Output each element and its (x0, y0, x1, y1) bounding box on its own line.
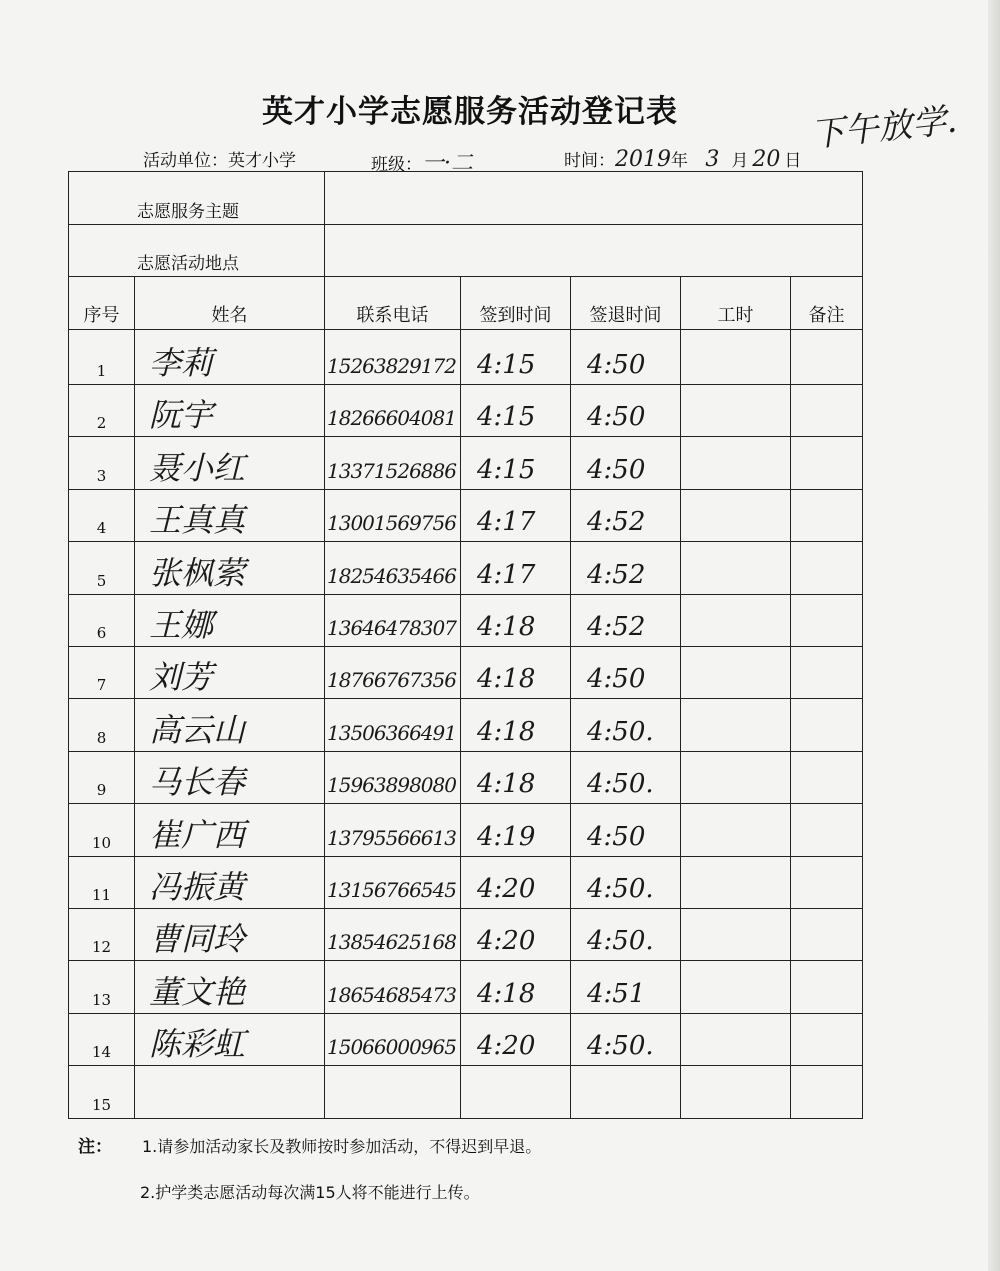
row-checkout-time: 4:50. (571, 1014, 681, 1066)
row-hours (681, 1014, 791, 1066)
row-checkin-time: 4:18 (461, 961, 571, 1014)
col-header-name: 姓名 (135, 277, 325, 330)
row-checkin-time: 4:19 (461, 804, 571, 857)
row-remark (791, 437, 863, 490)
class-label: 班级： (371, 155, 422, 175)
unit-label: 活动单位： (143, 151, 228, 171)
row-name (135, 1066, 325, 1119)
row-remark (791, 699, 863, 752)
row-remark (791, 385, 863, 437)
row-hours (681, 752, 791, 804)
table-row (69, 961, 863, 1014)
month-value: 3 (705, 147, 720, 172)
row-remark (791, 1066, 863, 1119)
row-checkout-time: 4:52 (571, 595, 681, 647)
row-number: 9 (69, 752, 135, 804)
row-phone: 15963898080 (325, 752, 461, 804)
row-checkin-time: 4:17 (461, 542, 571, 595)
row-phone: 15263829172 (325, 330, 461, 385)
date-field (564, 146, 801, 172)
row-number: 10 (69, 804, 135, 857)
row-hours (681, 804, 791, 857)
row-checkout-time: 4:50. (571, 857, 681, 909)
row-checkout-time: 4:50 (571, 804, 681, 857)
row-remark (791, 595, 863, 647)
row-remark (791, 909, 863, 961)
row-remark (791, 752, 863, 804)
row-checkin-time: 4:15 (461, 330, 571, 385)
location-label: 志愿活动地点 (69, 225, 325, 277)
row-number: 3 (69, 437, 135, 490)
row-number: 1 (69, 330, 135, 385)
row-checkout-time: 4:50 (571, 330, 681, 385)
row-hours (681, 330, 791, 385)
header-row (69, 277, 863, 330)
col-header-no: 序号 (69, 277, 135, 330)
unit-value: 英才小学 (228, 151, 296, 171)
row-checkout-time: 4:50. (571, 699, 681, 752)
row-hours (681, 857, 791, 909)
row-checkin-time: 4:18 (461, 699, 571, 752)
row-hours (681, 437, 791, 490)
handwritten-corner-note: 下午放学. (808, 100, 959, 156)
table-row (69, 1014, 863, 1066)
row-number: 6 (69, 595, 135, 647)
row-checkout-time: 4:52 (571, 542, 681, 595)
row-checkout-time: 4:50. (571, 752, 681, 804)
row-checkout-time: 4:51 (571, 961, 681, 1014)
row-checkin-time: 4:18 (461, 647, 571, 699)
row-name: 张枫萦 (135, 542, 325, 595)
row-phone: 13795566613 (325, 804, 461, 857)
row-checkout-time: 4:52 (571, 490, 681, 542)
row-remark (791, 961, 863, 1014)
table-row (69, 699, 863, 752)
row-phone: 18254635466 (325, 542, 461, 595)
class-value: 一·二 (422, 151, 473, 176)
row-remark (791, 647, 863, 699)
row-phone: 13371526886 (325, 437, 461, 490)
row-name: 聂小红 (135, 437, 325, 490)
row-checkout-time: 4:50 (571, 385, 681, 437)
row-checkin-time: 4:20 (461, 1014, 571, 1066)
row-checkout-time: 4:50. (571, 909, 681, 961)
row-remark (791, 1014, 863, 1066)
table-row (69, 857, 863, 909)
row-name: 冯振黄 (135, 857, 325, 909)
row-hours (681, 647, 791, 699)
row-phone: 13646478307 (325, 595, 461, 647)
time-label: 时间： (564, 151, 615, 171)
row-checkout-time (571, 1066, 681, 1119)
table-row (69, 1066, 863, 1119)
row-checkin-time: 4:18 (461, 595, 571, 647)
note-2: 2.护学类志愿活动每次满15人将不能进行上传。 (140, 1183, 480, 1202)
table-row (69, 804, 863, 857)
row-number: 4 (69, 490, 135, 542)
form-title: 英才小学志愿服务活动登记表 (262, 94, 678, 130)
row-checkout-time: 4:50 (571, 647, 681, 699)
row-hours (681, 1066, 791, 1119)
row-checkin-time: 4:18 (461, 752, 571, 804)
row-name: 王真真 (135, 490, 325, 542)
row-phone: 18766767356 (325, 647, 461, 699)
row-remark (791, 330, 863, 385)
table-row (69, 752, 863, 804)
row-number: 13 (69, 961, 135, 1014)
col-header-phone: 联系电话 (325, 277, 461, 330)
row-name: 李莉 (135, 330, 325, 385)
year-value: 2019 (615, 147, 671, 172)
row-phone: 15066000965 (325, 1014, 461, 1066)
registration-table (68, 171, 863, 1119)
row-hours (681, 385, 791, 437)
day-value: 20 (752, 147, 781, 172)
theme-value (325, 172, 863, 225)
table-row (69, 647, 863, 699)
table-row (69, 330, 863, 385)
row-number: 7 (69, 647, 135, 699)
row-phone: 13156766545 (325, 857, 461, 909)
scan-edge (988, 0, 1000, 1271)
row-number: 14 (69, 1014, 135, 1066)
col-header-checkin: 签到时间 (461, 277, 571, 330)
row-checkin-time: 4:15 (461, 437, 571, 490)
row-checkin-time: 4:15 (461, 385, 571, 437)
row-number: 12 (69, 909, 135, 961)
row-hours (681, 595, 791, 647)
row-checkin-time: 4:20 (461, 857, 571, 909)
location-value (325, 225, 863, 277)
day-label: 日 (784, 151, 802, 171)
row-hours (681, 542, 791, 595)
row-name: 王娜 (135, 595, 325, 647)
row-phone: 13854625168 (325, 909, 461, 961)
row-remark (791, 857, 863, 909)
row-checkin-time: 4:20 (461, 909, 571, 961)
row-name: 陈彩虹 (135, 1014, 325, 1066)
row-remark (791, 542, 863, 595)
table-row (69, 437, 863, 490)
row-name: 曹同玲 (135, 909, 325, 961)
row-phone: 13001569756 (325, 490, 461, 542)
row-remark (791, 804, 863, 857)
row-name: 高云山 (135, 699, 325, 752)
row-name: 崔广西 (135, 804, 325, 857)
theme-label: 志愿服务主题 (69, 172, 325, 225)
row-name: 马长春 (135, 752, 325, 804)
row-number: 15 (69, 1066, 135, 1119)
table-row (69, 909, 863, 961)
theme-row (69, 172, 863, 225)
table-row (69, 542, 863, 595)
col-header-hours: 工时 (681, 277, 791, 330)
notes-label: 注： (78, 1137, 112, 1157)
table-row (69, 490, 863, 542)
unit-field (143, 146, 296, 171)
row-name: 刘芳 (135, 647, 325, 699)
row-hours (681, 909, 791, 961)
table-row (69, 595, 863, 647)
row-hours (681, 490, 791, 542)
row-name: 董文艳 (135, 961, 325, 1014)
row-phone: 18266604081 (325, 385, 461, 437)
notes (78, 1124, 541, 1216)
row-phone (325, 1066, 461, 1119)
row-number: 8 (69, 699, 135, 752)
row-phone: 18654685473 (325, 961, 461, 1014)
month-label: 月 (731, 151, 749, 171)
row-checkout-time: 4:50 (571, 437, 681, 490)
row-hours (681, 699, 791, 752)
location-row (69, 225, 863, 277)
row-number: 2 (69, 385, 135, 437)
col-header-checkout: 签退时间 (571, 277, 681, 330)
row-remark (791, 490, 863, 542)
row-phone: 13506366491 (325, 699, 461, 752)
row-hours (681, 961, 791, 1014)
row-name: 阮宇 (135, 385, 325, 437)
col-header-remark: 备注 (791, 277, 863, 330)
year-label: 年 (671, 151, 688, 171)
row-checkin-time: 4:17 (461, 490, 571, 542)
table-row (69, 385, 863, 437)
row-number: 5 (69, 542, 135, 595)
row-number: 11 (69, 857, 135, 909)
note-1: 1.请参加活动家长及教师按时参加活动，不得迟到早退。 (142, 1137, 542, 1156)
row-checkin-time (461, 1066, 571, 1119)
